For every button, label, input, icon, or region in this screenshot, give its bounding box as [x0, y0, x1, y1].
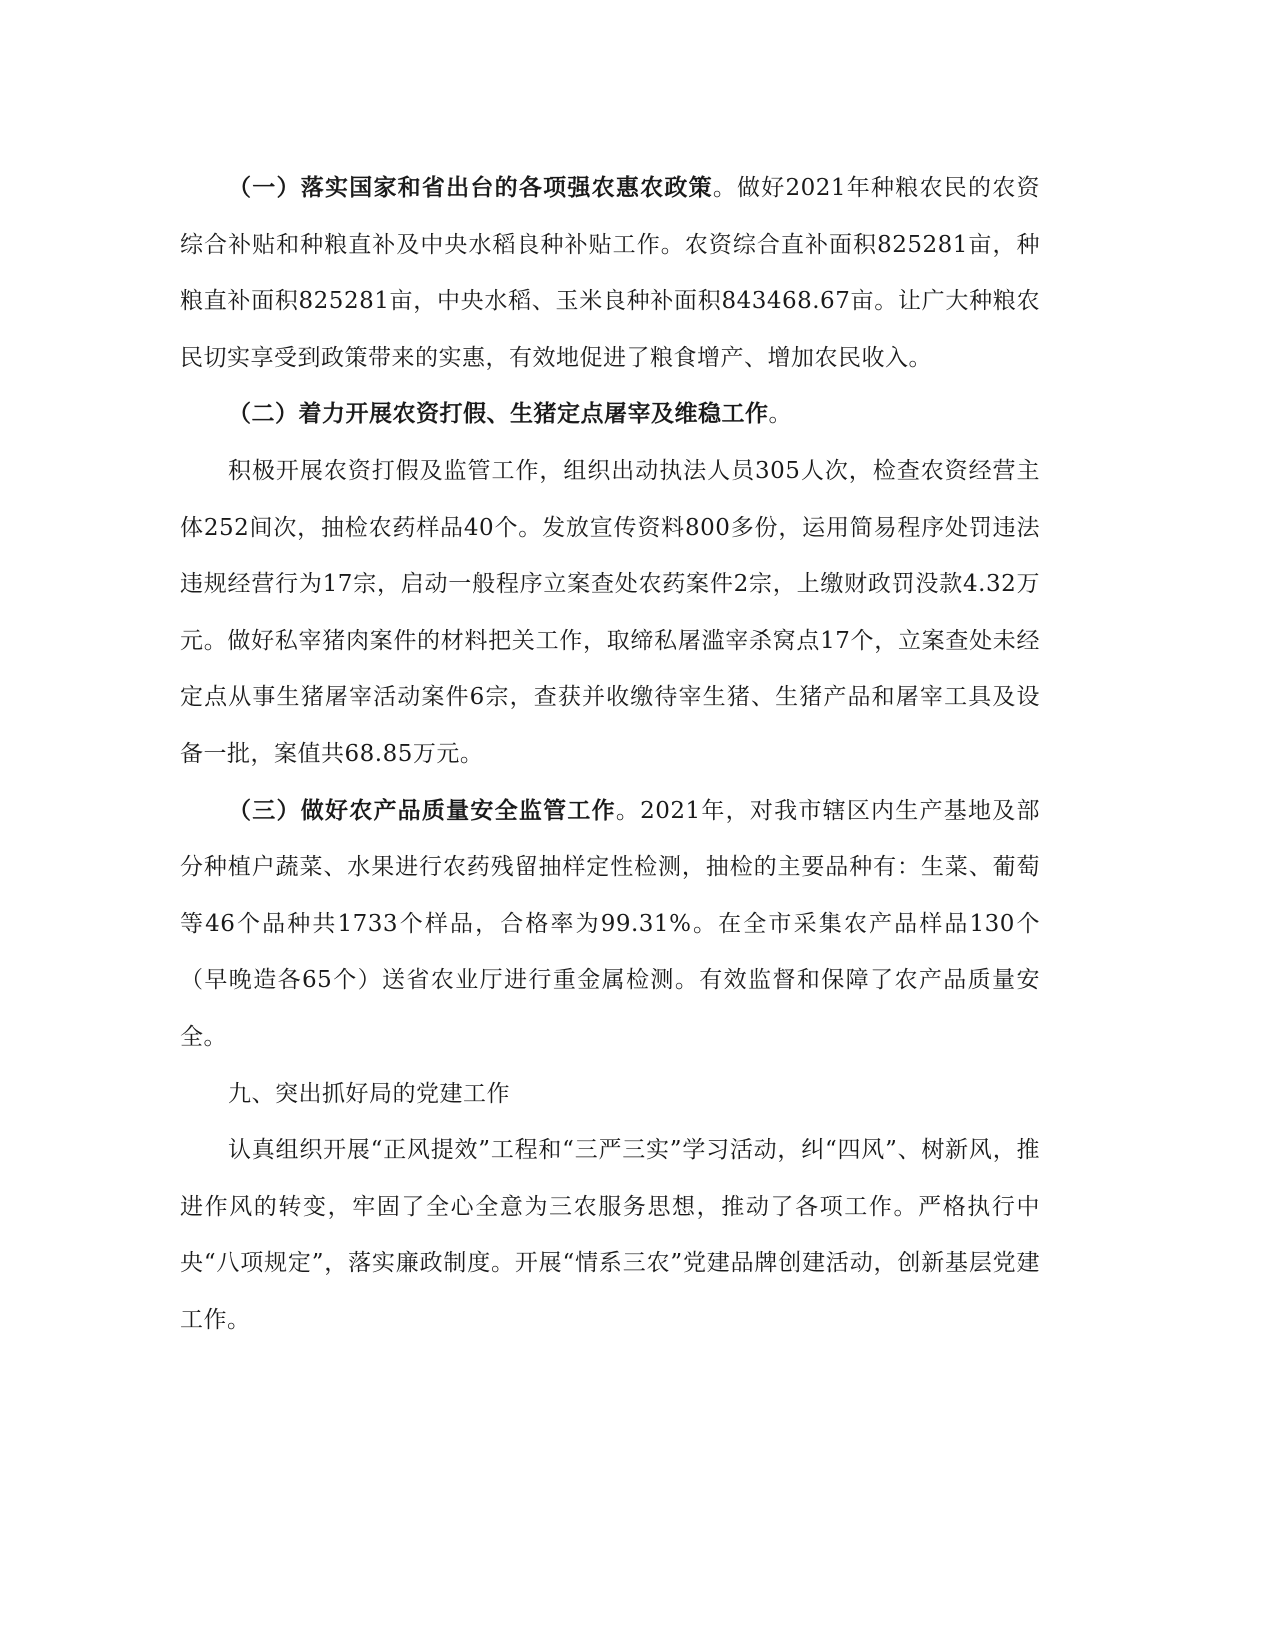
- paragraph-text: 。做好2021年种粮农民的农资综合补贴和种粮直补及中央水稻良种补贴工作。农资综合直补面积825281亩，种粮直补面积825281亩，中央水稻、玉米良种补面积843468.67亩。让广大种粮农民切实享受到政策带来的实惠，有效地促进了粮食增产、增加农民收入。: [180, 175, 1040, 371]
- paragraph-party-building: 认真组织开展“正风提效”工程和“三严三实”学习活动，纠“四风”、树新风，推进作风的转变，牢固了全心全意为三农服务思想，推动了各项工作。严格执行中央“八项规定”，落实廉政制度。开展“情系三农”党建品牌创建活动，创新基层党建工作。: [180, 1137, 1040, 1333]
- heading-punctuation: 。: [768, 401, 792, 428]
- document-body: [180, 160, 1040, 1348]
- paragraph-text: 。2021年，对我市辖区内生产基地及部分种植户蔬菜、水果进行农药残留抽样定性检测，抽检的主要品种有：生菜、葡萄等46个品种共1733个样品，合格率为99.31%。在全市采集农产品样品130个（早晚造各65个）送省农业厅进行重金属检测。有效监督和保障了农产品质量安全。: [180, 797, 1040, 1050]
- section-heading-3: （三）做好农产品质量安全监管工作: [228, 796, 616, 824]
- paragraph-enforcement-heading: [180, 386, 1040, 443]
- section-heading-9: 九、突出抓好局的党建工作: [228, 1080, 510, 1107]
- paragraph-enforcement: 积极开展农资打假及监管工作，组织出动执法人员305人次，检查农资经营主体252间次，抽检农药样品40个。发放宣传资料800多份，运用简易程序处罚违法违规经营行为17宗，启动一般程序立案查处农药案件2宗，上缴财政罚没款4.32万元。做好私宰猪肉案件的材料把关工作，取缔私屠滥宰杀窝点17个，立案查处未经定点从事生猪屠宰活动案件6宗，查获并收缴待宰生猪、生猪产品和屠宰工具及设备一批，案值共68.85万元。: [180, 457, 1040, 767]
- paragraph-policy: [180, 160, 1040, 386]
- section-heading-1: （一）落实国家和省出台的各项强农惠农政策: [228, 174, 713, 201]
- paragraph-quality: [180, 783, 1040, 1066]
- section-heading-2: （二）着力开展农资打假、生猪定点屠宰及维稳工作: [228, 400, 769, 428]
